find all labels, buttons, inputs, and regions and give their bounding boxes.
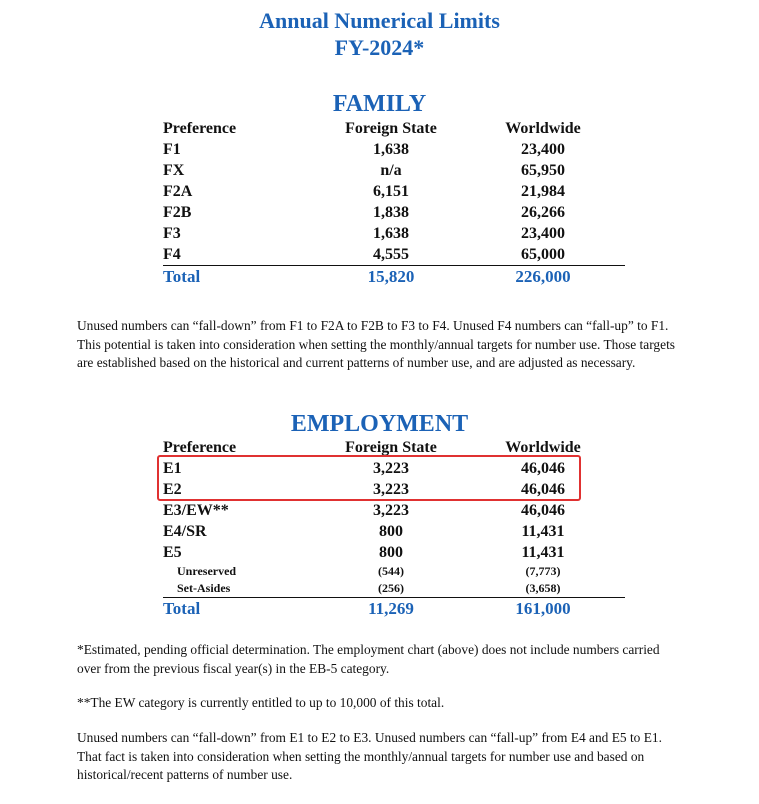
footnote-estimated: *Estimated, pending official determination. The employment chart (above) does not include numbers carried over from the previous fiscal year(s) in the EB-5 category. — [77, 642, 660, 676]
sub-row — [163, 563, 625, 580]
row-label: E3/EW** — [163, 502, 229, 519]
foreign-state-value: n/a — [380, 162, 402, 179]
employment-heading: EMPLOYMENT — [290, 411, 469, 437]
table-row — [163, 139, 625, 160]
foreign-state-total: 15,820 — [367, 267, 415, 286]
table-row — [163, 223, 625, 244]
foreign-state-value: 1,638 — [373, 225, 409, 242]
worldwide-value: 46,046 — [521, 481, 565, 498]
row-label: E1 — [163, 460, 182, 477]
row-label: F1 — [163, 141, 181, 158]
foreign-state-value: 3,223 — [373, 460, 409, 477]
employment-note: Unused numbers can “fall-down” from E1 to E2 to E3. Unused numbers can “fall-up” from E4 and E5 to E1. That fact is taken into consideration when setting the monthly/annual targets for number use and based on historical/recent patterns of number use. — [77, 730, 662, 782]
worldwide-value: 23,400 — [521, 141, 565, 158]
total-label: Total — [163, 599, 201, 618]
foreign-state-value: (544) — [378, 564, 404, 578]
total-row — [163, 598, 625, 619]
table-header-row — [163, 118, 625, 139]
worldwide-value: 11,431 — [521, 523, 565, 540]
worldwide-total: 161,000 — [515, 599, 571, 618]
foreign-state-total: 11,269 — [368, 599, 414, 618]
highlight-box — [157, 455, 581, 501]
foreign-state-value: 3,223 — [373, 502, 409, 519]
column-header: Worldwide — [505, 439, 581, 456]
column-header: Preference — [163, 439, 237, 456]
family-table — [163, 118, 625, 287]
table-row — [163, 181, 625, 202]
foreign-state-value: 1,838 — [373, 204, 409, 221]
foreign-state-value: 6,151 — [373, 183, 409, 200]
family-note: Unused numbers can “fall-down” from F1 to F2A to F2B to F3 to F4. Unused F4 numbers can “fall-up” to F1. This potential is taken into consideration when setting the monthly/annual targets for number use. Those targets are established based on the historical and current patterns of number use, and are adjusted as necessary. — [77, 318, 675, 370]
row-label: E4/SR — [163, 523, 207, 540]
worldwide-value: 65,000 — [521, 246, 565, 263]
worldwide-value: 11,431 — [521, 544, 565, 561]
row-label: F2A — [163, 183, 193, 200]
row-label: F4 — [163, 246, 181, 263]
worldwide-value: 26,266 — [521, 204, 565, 221]
worldwide-total: 226,000 — [515, 267, 571, 286]
foreign-state-value: 4,555 — [373, 246, 409, 263]
sub-row-label: Unreserved — [177, 564, 237, 578]
table-row — [163, 160, 625, 181]
table-row — [163, 500, 625, 521]
total-row — [163, 266, 625, 287]
sub-row — [163, 580, 625, 597]
table-row — [163, 521, 625, 542]
worldwide-value: 65,950 — [521, 162, 565, 179]
column-header: Foreign State — [345, 120, 437, 137]
column-header: Worldwide — [505, 120, 581, 137]
row-label: E2 — [163, 481, 182, 498]
worldwide-value: 23,400 — [521, 225, 565, 242]
family-heading: FAMILY — [332, 91, 427, 117]
table-row — [163, 244, 625, 265]
row-label: E5 — [163, 544, 182, 561]
footnote-ew: **The EW category is currently entitled to up to 10,000 of this total. — [77, 695, 445, 710]
page-subtitle: FY-2024* — [334, 35, 425, 60]
table-row — [163, 542, 625, 563]
page-title: Annual Numerical Limits — [259, 8, 500, 33]
row-label: F3 — [163, 225, 181, 242]
column-header: Preference — [163, 120, 237, 137]
table-row — [163, 202, 625, 223]
foreign-state-value: 800 — [379, 523, 403, 540]
foreign-state-value: 3,223 — [373, 481, 409, 498]
row-label: FX — [163, 162, 185, 179]
sub-row-label: Set-Asides — [177, 581, 231, 595]
total-label: Total — [163, 267, 201, 286]
column-header: Foreign State — [345, 439, 437, 456]
worldwide-value: (7,773) — [525, 564, 561, 578]
worldwide-value: 46,046 — [521, 502, 565, 519]
foreign-state-value: (256) — [378, 581, 404, 595]
row-label: F2B — [163, 204, 192, 221]
worldwide-value: 21,984 — [521, 183, 565, 200]
worldwide-value: 46,046 — [521, 460, 565, 477]
foreign-state-value: 800 — [379, 544, 403, 561]
foreign-state-value: 1,638 — [373, 141, 409, 158]
worldwide-value: (3,658) — [525, 581, 561, 595]
